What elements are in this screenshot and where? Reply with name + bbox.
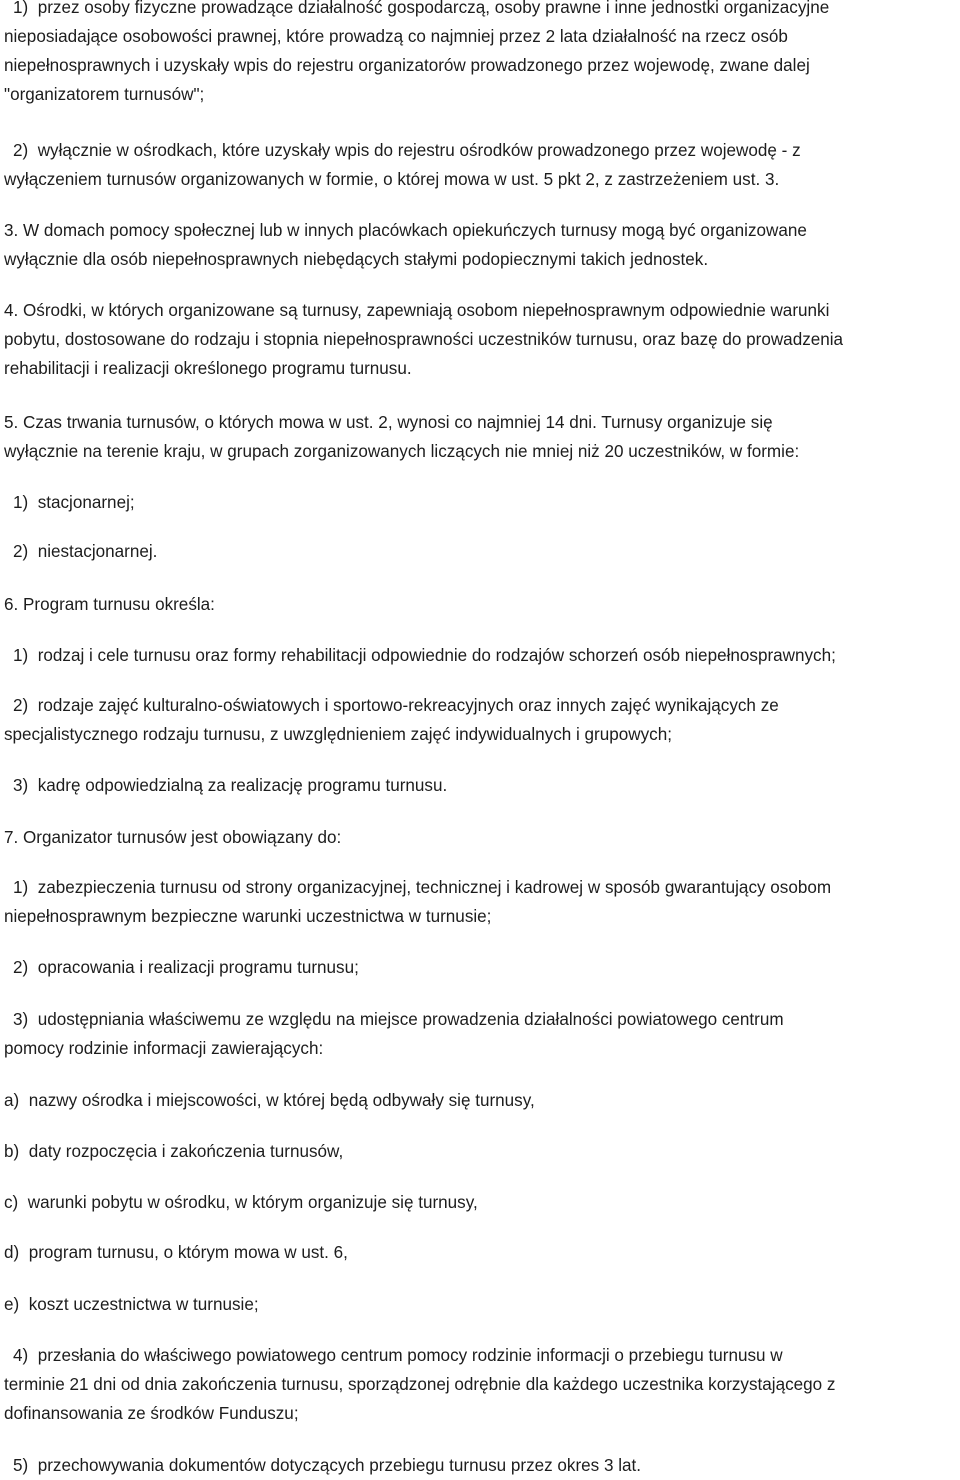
- list-item-non-stationary: [4, 537, 956, 566]
- sub-item-c: [4, 1188, 956, 1217]
- paragraph-3-care-homes: [4, 216, 956, 274]
- paragraph-line: pobytu, dostosowane do rodzaju i stopnia niepełnosprawności uczestników turnusu, oraz bazę do prowadzenia: [4, 330, 844, 349]
- paragraph-line: 2) wyłącznie w ośrodkach, które uzyskały wpis do rejestru ośrodków prowadzonego przez wojewodę - z: [13, 141, 801, 160]
- paragraph-line: 3) udostępniania właściwemu ze względu na miejsce prowadzenia działalności powiatowego centrum: [13, 1010, 784, 1029]
- list-item-program-staff: [4, 771, 956, 800]
- paragraph-line: 5) przechowywania dokumentów dotyczących przebiegu turnusu przez okres 3 lat.: [13, 1456, 642, 1475]
- paragraph-line: 2) niestacjonarnej.: [13, 542, 158, 561]
- paragraph-line: c) warunki pobytu w ośrodku, w którym organizuje się turnusy,: [4, 1193, 478, 1212]
- list-item-obligation-archive: [4, 1451, 956, 1480]
- sub-item-d: [4, 1238, 956, 1267]
- paragraph-line: niepełnosprawnym bezpieczne warunki uczestnictwa w turnusie;: [4, 907, 492, 926]
- sub-item-b: [4, 1137, 956, 1166]
- paragraph-line: 6. Program turnusu określa:: [4, 595, 215, 614]
- paragraph-line: b) daty rozpoczęcia i zakończenia turnusów,: [4, 1142, 344, 1161]
- paragraph-line: 3. W domach pomocy społecznej lub w innych placówkach opiekuńczych turnusy mogą być organizowane: [4, 221, 807, 240]
- list-item-obligation-information: [4, 1005, 956, 1063]
- paragraph-line: 4) przesłania do właściwego powiatowego centrum pomocy rodzinie informacji o przebiegu turnusu w: [13, 1346, 783, 1365]
- paragraph-line: d) program turnusu, o którym mowa w ust. 6,: [4, 1243, 348, 1262]
- paragraph-line: 1) zabezpieczenia turnusu od strony organizacyjnej, technicznej i kadrowej w sposób gwarantujący osobom: [13, 878, 832, 897]
- paragraph-5-duration: [4, 408, 956, 466]
- paragraph-line: 1) rodzaj i cele turnusu oraz formy rehabilitacji odpowiednie do rodzajów schorzeń osób niepełnosprawnych;: [13, 646, 836, 665]
- list-item-program-type: [4, 641, 956, 670]
- list-item-stationary: [4, 488, 956, 517]
- paragraph-line: wyłącznie na terenie kraju, w grupach zorganizowanych liczących nie mniej niż 20 uczestników, w formie:: [4, 442, 800, 461]
- sub-item-a: [4, 1086, 956, 1115]
- paragraph-line: wyłączeniem turnusów organizowanych w formie, o której mowa w ust. 5 pkt 2, z zastrzeżeniem ust. 3.: [4, 170, 780, 189]
- paragraph-line: e) koszt uczestnictwa w turnusie;: [4, 1295, 259, 1314]
- list-item-obligation-security: [4, 873, 956, 931]
- paragraph-line: rehabilitacji i realizacji określonego programu turnusu.: [4, 359, 412, 378]
- paragraph-1-organizers: [4, 0, 956, 109]
- paragraph-2-centers: [4, 136, 956, 194]
- paragraph-line: 1) przez osoby fizyczne prowadzące działalność gospodarczą, osoby prawne i inne jednostki organizacyjne: [13, 0, 830, 17]
- paragraph-line: specjalistycznego rodzaju turnusu, z uwzględnieniem zajęć indywidualnych i grupowych;: [4, 725, 672, 744]
- paragraph-line: 7. Organizator turnusów jest obowiązany do:: [4, 828, 342, 847]
- paragraph-line: nieposiadające osobowości prawnej, które prowadzą co najmniej przez 2 lata działalność na rzecz osób: [4, 27, 788, 46]
- paragraph-line: 4. Ośrodki, w których organizowane są turnusy, zapewniają osobom niepełnosprawnym odpowiednie warunki: [4, 301, 830, 320]
- list-item-program-activities: [4, 691, 956, 749]
- paragraph-4-conditions: [4, 296, 956, 383]
- paragraph-line: "organizatorem turnusów";: [4, 85, 205, 104]
- sub-item-e: [4, 1290, 956, 1319]
- paragraph-line: a) nazwy ośrodka i miejscowości, w której będą odbywały się turnusy,: [4, 1091, 535, 1110]
- list-item-obligation-report: [4, 1341, 956, 1428]
- paragraph-line: niepełnosprawnych i uzyskały wpis do rejestru organizatorów prowadzonego przez wojewodę, zwane dalej: [4, 56, 810, 75]
- paragraph-line: 1) stacjonarnej;: [13, 493, 135, 512]
- paragraph-line: 2) opracowania i realizacji programu turnusu;: [13, 958, 359, 977]
- list-item-obligation-program: [4, 953, 956, 982]
- paragraph-line: dofinansowania ze środków Funduszu;: [4, 1404, 299, 1423]
- paragraph-line: terminie 21 dni od dnia zakończenia turnusu, sporządzonej odrębnie dla każdego uczestnika korzystającego z: [4, 1375, 836, 1394]
- paragraph-line: 3) kadrę odpowiedzialną za realizację programu turnusu.: [13, 776, 448, 795]
- paragraph-6-program: [4, 590, 956, 619]
- paragraph-7-obligations: [4, 823, 956, 852]
- paragraph-line: 5. Czas trwania turnusów, o których mowa w ust. 2, wynosi co najmniej 14 dni. Turnusy organizuje się: [4, 413, 773, 432]
- paragraph-line: 2) rodzaje zajęć kulturalno-oświatowych i sportowo-rekreacyjnych oraz innych zajęć wynikających ze: [13, 696, 779, 715]
- paragraph-line: wyłącznie dla osób niepełnosprawnych niebędących stałymi podopiecznymi takich jednostek.: [4, 250, 709, 269]
- paragraph-line: pomocy rodzinie informacji zawierających:: [4, 1039, 324, 1058]
